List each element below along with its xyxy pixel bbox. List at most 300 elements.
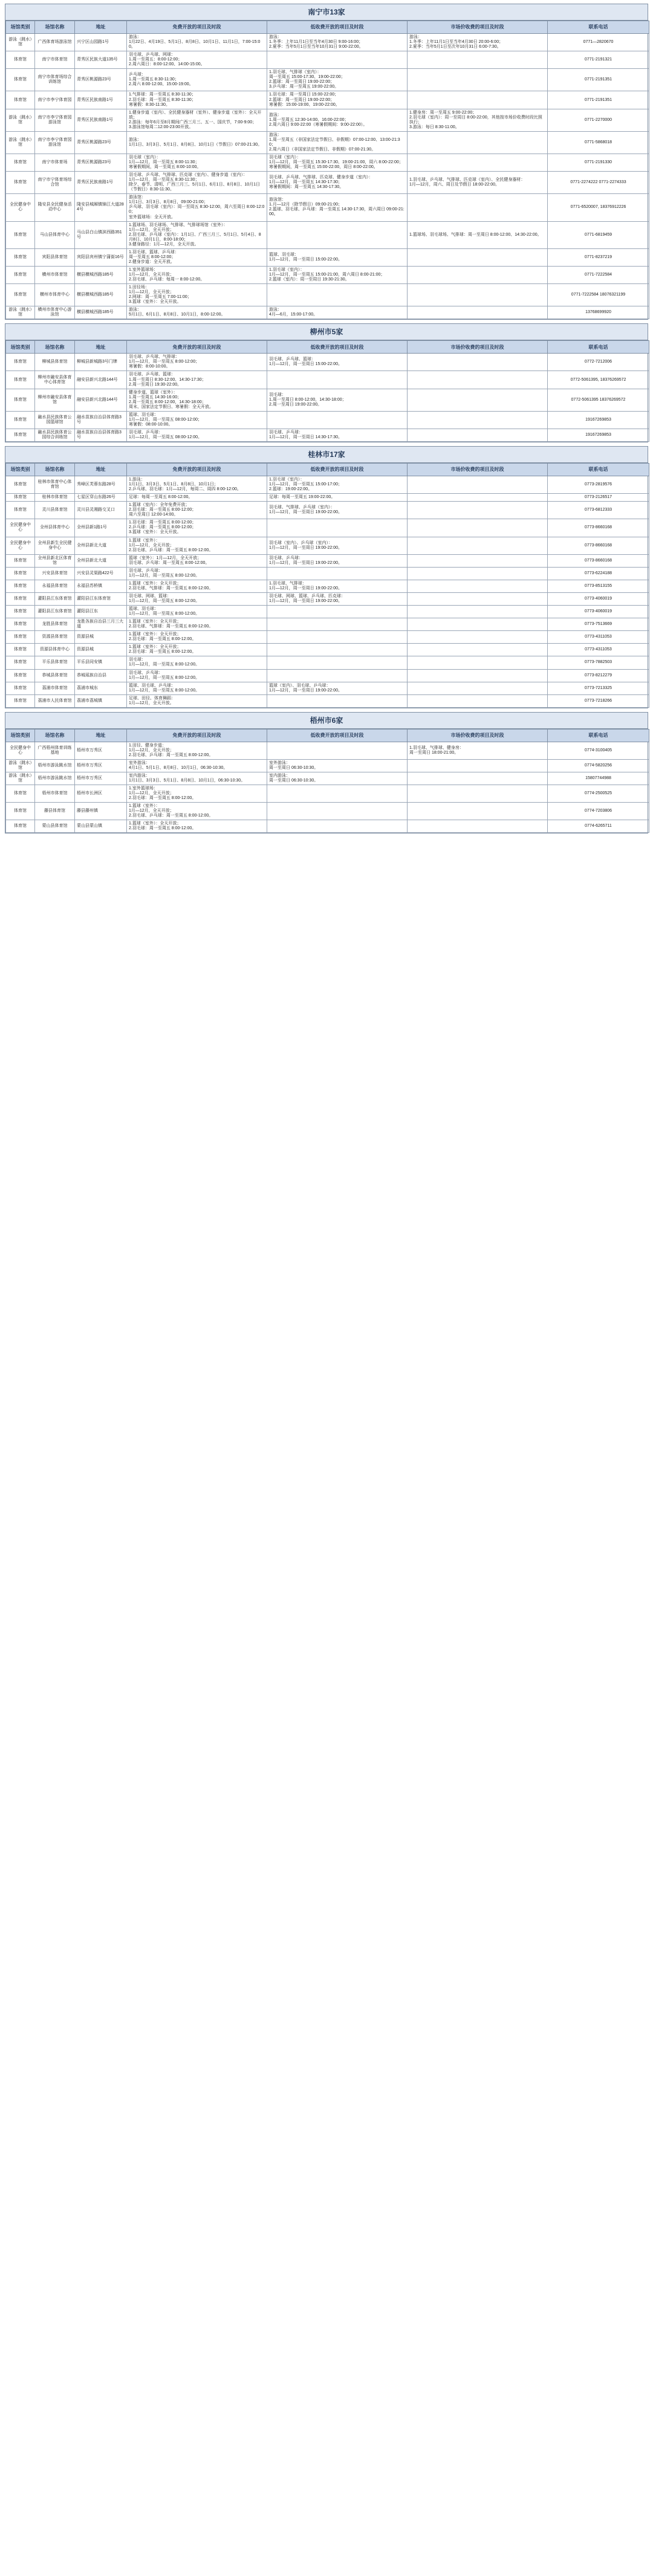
table-row [6, 306, 649, 319]
phone-cell: 0773-2819576 [548, 476, 649, 494]
table-row [6, 694, 649, 707]
venue-type-cell: 体育馆 [6, 669, 35, 682]
venue-type-cell: 体育馆 [6, 694, 35, 707]
table-row [6, 154, 649, 171]
phone-cell: 0773-7218266 [548, 694, 649, 707]
low-fee-hours-cell: 羽毛球、乒乓球： 1月—12月，周一至周日 19:00-22:00。 [267, 554, 408, 567]
table-row [6, 91, 649, 109]
venue-name-cell: 南宁市李宁体育园游泳馆 [35, 131, 75, 154]
city-section [5, 712, 648, 834]
table-row [6, 618, 649, 631]
address-cell: 柳城县新城路3号门牌 [75, 354, 127, 371]
free-hours-cell: 1.篮球（室外）： 1月—12月，全天开放； 2.羽毛球、乒乓球：周一至周五 8:00-12:00。 [127, 537, 267, 554]
address-cell: 青秀区民族大道135号 [75, 51, 127, 69]
address-cell: 恭城瑶族自治县 [75, 669, 127, 682]
phone-cell: 19167269853 [548, 411, 649, 429]
phone-cell: 0774-6265711 [548, 820, 649, 833]
free-hours-cell: 篮球、羽毛球： 1月—12月，周一至周五 08:00-12:00； 寒暑假：08:00-10:00。 [127, 411, 267, 429]
free-hours-cell: 羽毛球、乒乓球、网球： 1.周一至周五：8:00-12:00； 2.周六周日：8:00-12:00、14:00-15:00。 [127, 51, 267, 69]
venue-name-cell: 南宁市体育馆 [35, 51, 75, 69]
column-header: 低收费开放的项目及时段 [267, 464, 408, 476]
table-row [6, 803, 649, 820]
free-hours-cell: 游泳： 1月1日、3月3日、5月1日、8月8日、10月1日（节假日）07:00-21:30。 [127, 131, 267, 154]
table-row [6, 51, 649, 69]
venue-name-cell: 资源县体育中心 [35, 644, 75, 656]
column-header: 地址 [75, 729, 127, 742]
venue-name-cell: 灌阳县江东体育馆 [35, 606, 75, 618]
market-price-cell [408, 306, 548, 319]
market-price-cell [408, 429, 548, 441]
low-fee-hours-cell: 羽毛球、网球、篮球、乒乓球、匹克球： 1月—12月，周一至周日 19:00-22:00。 [267, 592, 408, 605]
address-cell: 横县横城西路185号 [75, 306, 127, 319]
venue-name-cell: 藤县体育馆 [35, 803, 75, 820]
column-header: 场馆类别 [6, 341, 35, 354]
address-cell: 横县横城西路185号 [75, 284, 127, 306]
low-fee-hours-cell: 1.羽毛球：周一至周日 15:00-22:00； 2.篮球：周一至周日 19:00-22:00； 寒暑假：15:00-19:00、19:00-22:00。 [267, 91, 408, 109]
sections-container [5, 4, 648, 833]
free-hours-cell: 1.篮球（室外）：全天开放； 2.羽毛球：周一至周五 8:00-12:00。 [127, 644, 267, 656]
venue-name-cell: 灵川县体育馆 [35, 502, 75, 519]
address-cell: 荔浦市荔城镇 [75, 694, 127, 707]
venue-type-cell: 体育馆 [6, 429, 35, 441]
venue-table [5, 729, 649, 833]
free-hours-cell: 1.篮球（室外）：全天开放； 2.羽毛球：周一至周五 8:00-12:00。 [127, 820, 267, 833]
low-fee-hours-cell: 1.羽毛球、气排球（室内）： 周一至周五 15:00-17:30、19:00-22:00； 2.篮球：周一至周日 19:00-22:00； 3.乒乓球：周一至周五 19:00-22:00。 [267, 69, 408, 91]
address-cell: 梧州市长洲区 [75, 785, 127, 803]
venue-name-cell: 融水县民族体育公园篮球馆 [35, 411, 75, 429]
venue-name-cell: 马山县体育中心 [35, 221, 75, 248]
venue-name-cell: 南宁市李宁体育园游泳馆 [35, 109, 75, 131]
market-price-cell [408, 759, 548, 772]
phone-cell: 0771-2274222 0771-2274333 [548, 172, 649, 194]
venue-type-cell: 全民健身中心 [6, 194, 35, 221]
table-header-row [6, 464, 649, 476]
venue-type-cell: 体育馆 [6, 606, 35, 618]
venue-name-cell: 恭城县体育馆 [35, 669, 75, 682]
market-price-cell [408, 266, 548, 283]
venue-type-cell: 体育馆 [6, 644, 35, 656]
table-row [6, 554, 649, 567]
free-hours-cell: 羽毛球： 1月—12月，周一至周五 8:00-12:00。 [127, 656, 267, 669]
venue-name-cell: 梧州市游泳跳水馆 [35, 759, 75, 772]
venue-type-cell: 体育馆 [6, 476, 35, 494]
venue-type-cell: 体育馆 [6, 51, 35, 69]
free-hours-cell: 游泳： 1月22日、4月19日、5月1日、8月8日、10月1日、11月1日，7:00-15:00。 [127, 34, 267, 51]
phone-cell: 0774-2500525 [548, 785, 649, 803]
market-price-cell [408, 785, 548, 803]
venue-type-cell: 体育馆 [6, 592, 35, 605]
table-row [6, 248, 649, 266]
phone-cell: 0772-7212006 [548, 354, 649, 371]
address-cell: 资源县城 [75, 631, 127, 644]
address-cell: 梧州市万秀区 [75, 759, 127, 772]
low-fee-hours-cell [267, 567, 408, 580]
market-price-cell [408, 248, 548, 266]
venue-type-cell: 体育馆 [6, 411, 35, 429]
venue-name-cell: 全州县体育中心 [35, 519, 75, 537]
venue-type-cell: 体育馆 [6, 154, 35, 171]
address-cell: 永福县苏桥镇 [75, 580, 127, 592]
venue-type-cell: 体育馆 [6, 494, 35, 502]
phone-cell: 0773-8513155 [548, 580, 649, 592]
address-cell: 龙胜各族自治县三月三大道 [75, 618, 127, 631]
market-price-cell [408, 567, 548, 580]
market-price-cell [408, 772, 548, 785]
address-cell: 兴宁区山园路1号 [75, 34, 127, 51]
low-fee-hours-cell: 游泳： 4月—6月，15:00-17:00。 [267, 306, 408, 319]
low-fee-hours-cell: 1.羽毛球（室内）： 1月—12月，周一至周五 15:00-21:00，周六周日 8:00-21:00； 2.篮球（室内）：周一至周日 19:30-21:30。 [267, 266, 408, 283]
venue-type-cell: 体育馆 [6, 69, 35, 91]
venue-name-cell: 梧州市体育馆 [35, 785, 75, 803]
venue-name-cell: 桂林市体育中心体育馆 [35, 476, 75, 494]
phone-cell: 0771-2191351 [548, 69, 649, 91]
free-hours-cell: 乒乓球： 1.周一至周五 8:30-11:30； 2.周六 8:00-12:00、15:00-19:00。 [127, 69, 267, 91]
phone-cell: 0773-4311053 [548, 644, 649, 656]
low-fee-hours-cell [267, 742, 408, 759]
phone-cell: 0773-2126517 [548, 494, 649, 502]
phone-cell: 0773-6812333 [548, 502, 649, 519]
low-fee-hours-cell: 游泳： 1.周一至周五 12:30-14:00、16:00-22:00； 2.周六周日 9:00-22:00（寒暑假期间：9:00-22:00）。 [267, 109, 408, 131]
table-row [6, 537, 649, 554]
venue-type-cell: 体育馆 [6, 567, 35, 580]
market-price-cell [408, 519, 548, 537]
venue-type-cell: 体育馆 [6, 354, 35, 371]
venue-name-cell: 全州县新北区体育馆 [35, 554, 75, 567]
venue-name-cell: 隆安县全民健身活动中心 [35, 194, 75, 221]
phone-cell: 0773-8660168 [548, 519, 649, 537]
market-price-cell [408, 411, 548, 429]
market-price-cell [408, 592, 548, 605]
venue-type-cell: 游泳（跳水）馆 [6, 131, 35, 154]
free-hours-cell: 1.篮球（室外）：全天开放； 2.羽毛球：周一至周五 8:00-12:00。 [127, 631, 267, 644]
address-cell: 全州县新北大道 [75, 537, 127, 554]
phone-cell: 0771-2191321 [548, 51, 649, 69]
low-fee-hours-cell: 羽毛球、气排球、乒乓球（室内）： 1月—12月，周一至周日 19:00-22:00。 [267, 502, 408, 519]
market-price-cell [408, 194, 548, 221]
column-header: 市场价收费的项目及时段 [408, 464, 548, 476]
free-hours-cell: 1.篮球场、羽毛球场、气排球、气排球场馆（室外）： 1月—12月，全天开放； 2.羽毛球、乒乓球（室内）：1月1日、广西三月三、5月1日、5月4日、8月8日、10月1日，8:00-18:00； 3.健身路径：1月—12月，全天开放。 [127, 221, 267, 248]
low-fee-hours-cell: 室内游泳： 周一至周日 06:30-10:30。 [267, 772, 408, 785]
low-fee-hours-cell [267, 820, 408, 833]
venue-type-cell: 全民健身中心 [6, 519, 35, 537]
market-price-cell: 游泳： 1.冬季：上年11月1日至当年4月30日 20:00-6:00； 2.夏季：当年5月1日至次年10月31日 6:00-7:30。 [408, 34, 548, 51]
column-header: 地址 [75, 21, 127, 34]
table-row [6, 682, 649, 694]
table-row [6, 69, 649, 91]
table-row [6, 389, 649, 411]
low-fee-hours-cell [267, 656, 408, 669]
address-cell: 梧州市万秀区 [75, 742, 127, 759]
market-price-cell [408, 371, 548, 389]
low-fee-hours-cell: 羽毛球（室内）、乒乓球（室内）： 1月—12月，周一至周日 19:00-22:00。 [267, 537, 408, 554]
market-price-cell [408, 631, 548, 644]
market-price-cell [408, 354, 548, 371]
address-cell: 青秀区桃源路23号 [75, 69, 127, 91]
low-fee-hours-cell [267, 221, 408, 248]
column-header: 免费开放的项目及时段 [127, 341, 267, 354]
market-price-cell [408, 644, 548, 656]
address-cell: 融安县新兴北路144号 [75, 389, 127, 411]
table-row [6, 476, 649, 494]
venue-type-cell: 体育馆 [6, 172, 35, 194]
venue-table [5, 463, 649, 708]
address-cell: 灵川县灵湘路交叉口 [75, 502, 127, 519]
free-hours-cell: 羽毛球（室内）： 1月—12月，周一至周五 8:00-11:30； 寒暑假期间，周一至周五 8:00-10:00。 [127, 154, 267, 171]
market-price-cell [408, 51, 548, 69]
section-title: 南宁市13家 [5, 4, 648, 21]
free-hours-cell: 篮球、羽毛球、乒乓球： 1月—12月，周一至周五 8:00-12:00。 [127, 682, 267, 694]
low-fee-hours-cell: 1.羽毛球、气排球： 1月—12月，周一至周日 19:00-22:00。 [267, 580, 408, 592]
column-header: 场馆类别 [6, 21, 35, 34]
column-header: 场馆名称 [35, 729, 75, 742]
address-cell: 青秀区民族南路1号 [75, 109, 127, 131]
address-cell: 藤县藤州镇 [75, 803, 127, 820]
phone-cell: 0771-7222584 18076321199 [548, 284, 649, 306]
table-header-row [6, 341, 649, 354]
low-fee-hours-cell: 羽毛球、乒乓球： 1月—12月，周一至周日 14:30-17:30。 [267, 429, 408, 441]
free-hours-cell: 1.田径、健身步道： 1月—12月，全天开放； 2.羽毛球、乒乓球：周一至周五 8:00-12:00。 [127, 742, 267, 759]
market-price-cell [408, 694, 548, 707]
market-price-cell [408, 554, 548, 567]
free-hours-cell: 1.气排球：周一至周五 8:30-11:30； 2.羽毛球：周一至周五 8:30-11:30； 寒暑假：8:30-11:30。 [127, 91, 267, 109]
low-fee-hours-cell [267, 519, 408, 537]
venue-name-cell: 梧州市游泳跳水馆 [35, 772, 75, 785]
free-hours-cell: 1.健身步道（室内）、全民健身器材（室外）、健身步道（室外）：全天开放； 2.游泳：每年6月至8月期间广西三月三、五一、国庆节，7:00-9:00； 3.游泳馆每周二12:00-23:00开放。 [127, 109, 267, 131]
low-fee-hours-cell [267, 618, 408, 631]
address-cell: 七星区穿山东路26号 [75, 494, 127, 502]
free-hours-cell: 1.田径场： 1月—12月，全天开放； 2.网球：周一至周五 7:00-11:00； 3.篮球（室外）：全天开放。 [127, 284, 267, 306]
column-header: 地址 [75, 464, 127, 476]
section-title: 柳州市5家 [5, 324, 648, 340]
table-header-row [6, 21, 649, 34]
address-cell: 隆安县城厢镇锦江大道284号 [75, 194, 127, 221]
phone-cell: 0773-8660168 [548, 554, 649, 567]
city-section [5, 446, 648, 708]
low-fee-hours-cell: 羽毛球（室内）： 1月—12月，周一至周五 15:30-17:30、19:00-21:00，周六 8:00-22:00； 寒暑假期间，周一至周五 15:00-22:00，周日 8:00-22:00。 [267, 154, 408, 171]
low-fee-hours-cell [267, 411, 408, 429]
address-cell: 青秀区民族南路1号 [75, 172, 127, 194]
table-row [6, 772, 649, 785]
market-price-cell [408, 69, 548, 91]
venue-name-cell: 永福县体育馆 [35, 580, 75, 592]
venue-listing-page [5, 0, 648, 833]
table-row [6, 109, 649, 131]
table-row [6, 580, 649, 592]
low-fee-hours-cell: 篮球、羽毛球： 1月—12月，周一至周日 15:00-22:00。 [267, 248, 408, 266]
column-header: 低收费开放的项目及时段 [267, 21, 408, 34]
free-hours-cell: 羽毛球、乒乓球： 1月—12月，周一至周五 8:00-12:00。 [127, 567, 267, 580]
free-hours-cell: 室外游泳： 4月1日、5月1日、8月8日、10月1日，06:30-10:30。 [127, 759, 267, 772]
address-cell: 兴安县灵渠路422号 [75, 567, 127, 580]
table-header-row [6, 729, 649, 742]
venue-type-cell: 体育馆 [6, 682, 35, 694]
column-header: 联系电话 [548, 464, 649, 476]
market-price-cell: 1.羽毛球、气排球、健身房： 周一至周日 18:00-21:00。 [408, 742, 548, 759]
phone-cell: 0773-8660168 [548, 537, 649, 554]
venue-name-cell: 荔浦市体育馆 [35, 682, 75, 694]
address-cell: 横县横城西路185号 [75, 266, 127, 283]
table-row [6, 631, 649, 644]
table-row [6, 742, 649, 759]
venue-name-cell: 宾阳县体育馆 [35, 248, 75, 266]
table-row [6, 820, 649, 833]
column-header: 场馆名称 [35, 341, 75, 354]
table-row [6, 34, 649, 51]
address-cell: 青秀区民族南路1号 [75, 91, 127, 109]
low-fee-hours-cell [267, 803, 408, 820]
phone-cell: 0773-4060019 [548, 592, 649, 605]
low-fee-hours-cell [267, 644, 408, 656]
phone-cell: 0773-7882503 [548, 656, 649, 669]
venue-name-cell: 横州市体育中心游泳馆 [35, 306, 75, 319]
phone-cell: 0771-2191351 [548, 91, 649, 109]
free-hours-cell: 1.羽毛球：周一至周五 8:00-12:00； 2.乒乓球：周一至周五 8:00-12:00； 3.篮球（室外）：全天开放。 [127, 519, 267, 537]
market-price-cell [408, 803, 548, 820]
market-price-cell [408, 284, 548, 306]
table-row [6, 656, 649, 669]
venue-type-cell: 游泳（跳水）馆 [6, 306, 35, 319]
phone-cell: 0771-6819459 [548, 221, 649, 248]
table-row [6, 759, 649, 772]
market-price-cell [408, 154, 548, 171]
table-row [6, 411, 649, 429]
table-row [6, 172, 649, 194]
address-cell: 全州县新北大道 [75, 554, 127, 567]
phone-cell: 0773-6224188 [548, 567, 649, 580]
free-hours-cell: 篮球（室外）：1月—12月，全天开放； 羽毛球、乒乓球：周一至周五 8:00-12:00。 [127, 554, 267, 567]
phone-cell: 19167269853 [548, 429, 649, 441]
venue-name-cell: 平乐县体育馆 [35, 656, 75, 669]
address-cell: 资源县城 [75, 644, 127, 656]
phone-cell: 0771-6520007, 18376912226 [548, 194, 649, 221]
market-price-cell [408, 580, 548, 592]
market-price-cell [408, 537, 548, 554]
section-title: 桂林市17家 [5, 447, 648, 463]
city-section [5, 4, 648, 320]
table-row [6, 131, 649, 154]
column-header: 联系电话 [548, 21, 649, 34]
phone-cell: 0771-8237219 [548, 248, 649, 266]
venue-name-cell: 灌阳县江东体育馆 [35, 592, 75, 605]
low-fee-hours-cell [267, 694, 408, 707]
venue-name-cell: 全州县新生全民健身中心 [35, 537, 75, 554]
table-row [6, 669, 649, 682]
column-header: 场馆名称 [35, 21, 75, 34]
phone-cell: 0774-7203806 [548, 803, 649, 820]
low-fee-hours-cell: 游泳馆： 1.月—12月（除节假日）09:00-21:00； 2.篮球、羽毛球、乒乓球：周一至周五 14:30-17:30，周六周日 09:00-21:00。 [267, 194, 408, 221]
phone-cell: 0772-5061395, 18376269572 [548, 371, 649, 389]
venue-name-cell: 柳城县体育馆 [35, 354, 75, 371]
market-price-cell: 1.健身房：周一至周五 9:00-22:00； 2.羽毛球（室内）：周一至周日 8:00-22:00，其他按市场价收费时段比照执行； 3.游泳：每日 8:30-11:00。 [408, 109, 548, 131]
column-header: 低收费开放的项目及时段 [267, 729, 408, 742]
venue-name-cell: 横州市体育馆 [35, 266, 75, 283]
venue-type-cell: 体育馆 [6, 502, 35, 519]
venue-type-cell: 体育馆 [6, 580, 35, 592]
market-price-cell [408, 476, 548, 494]
venue-type-cell: 体育馆 [6, 389, 35, 411]
market-price-cell [408, 502, 548, 519]
address-cell: 梧州市万秀区 [75, 772, 127, 785]
address-cell: 全州县新1路1号 [75, 519, 127, 537]
venue-type-cell: 体育馆 [6, 91, 35, 109]
low-fee-hours-cell: 游泳： 1.周一至周五（非国家法定节假日、非假期）07:00-12:00、13:00-21:30； 2.周六周日（非国家法定节假日、非假期）07:00-21:30。 [267, 131, 408, 154]
city-section [5, 323, 648, 442]
venue-type-cell: 游泳（跳水）馆 [6, 759, 35, 772]
low-fee-hours-cell: 室外游泳： 周一至周日 06:30-10:30。 [267, 759, 408, 772]
free-hours-cell: 1.篮球（室外）：全天开放； 2.羽毛球、气排球：周一至周五 8:00-12:00。 [127, 580, 267, 592]
free-hours-cell: 羽毛球、乒乓球、篮球： 1.周一至周日 8:30-12:00、14:30-17:30； 2.周一至周日 19:30-22:00。 [127, 371, 267, 389]
column-header: 场馆名称 [35, 464, 75, 476]
venue-type-cell: 体育馆 [6, 554, 35, 567]
venue-name-cell: 横州市体育中心 [35, 284, 75, 306]
venue-type-cell: 体育馆 [6, 284, 35, 306]
low-fee-hours-cell: 羽毛球： 1.周一至周日 8:00-12:00，14:30-18:00； 2.周一至周日 19:00-22:00。 [267, 389, 408, 411]
column-header: 联系电话 [548, 729, 649, 742]
table-row [6, 567, 649, 580]
table-row [6, 494, 649, 502]
free-hours-cell: 羽毛球、乒乓球： 1月—12月，周一至周五 8:00-12:00。 [127, 669, 267, 682]
low-fee-hours-cell [267, 51, 408, 69]
venue-type-cell: 游泳（跳水）馆 [6, 109, 35, 131]
section-title: 梧州市6家 [5, 713, 648, 729]
table-row [6, 592, 649, 605]
table-row [6, 371, 649, 389]
venue-name-cell: 资源县体育馆 [35, 631, 75, 644]
address-cell: 平乐县同安镇 [75, 656, 127, 669]
market-price-cell [408, 656, 548, 669]
low-fee-hours-cell [267, 371, 408, 389]
free-hours-cell: 游泳： 5月1日、6月1日、8月8日、10月1日，8:00-12:00。 [127, 306, 267, 319]
market-price-cell [408, 606, 548, 618]
low-fee-hours-cell [267, 631, 408, 644]
phone-cell: 0773-8212279 [548, 669, 649, 682]
address-cell: 宾阳县宾州镇宁蒲街16号 [75, 248, 127, 266]
phone-cell: 13768699920 [548, 306, 649, 319]
phone-cell: 0771-5868018 [548, 131, 649, 154]
free-hours-cell: 1.羽毛球、篮球、乒乓球： 周一至周五 8:00-12:00； 2.健身步道：全天开放。 [127, 248, 267, 266]
address-cell: 融安县新兴北路144号 [75, 371, 127, 389]
free-hours-cell: 羽毛球、乒乓球、气排球： 1月—12月，周一至周五 8:00-12:00； 寒暑假：8:00-10:00。 [127, 354, 267, 371]
low-fee-hours-cell: 羽毛球、乒乓球、篮球： 1月—12月，周一至周日 15:00-22:00。 [267, 354, 408, 371]
venue-type-cell: 体育馆 [6, 371, 35, 389]
phone-cell: 0774-3100405 [548, 742, 649, 759]
phone-cell: 0771-2270000 [548, 109, 649, 131]
venue-type-cell: 全民健身中心 [6, 742, 35, 759]
low-fee-hours-cell: 足球：每周一至周五 19:00-22:00。 [267, 494, 408, 502]
venue-name-cell: 南宁市体育场 [35, 154, 75, 171]
venue-name-cell: 龙胜县体育馆 [35, 618, 75, 631]
column-header: 场馆类别 [6, 464, 35, 476]
low-fee-hours-cell [267, 669, 408, 682]
free-hours-cell: 1.篮球（室内）：全年免费开放； 2.羽毛球：周一至周五 8:00-12:00； 周六至周日 12:00-14:00。 [127, 502, 267, 519]
low-fee-hours-cell [267, 606, 408, 618]
market-price-cell: 1.篮球场、羽毛球场、气排球：周一至周日 8:00-12:00、14:30-22:00。 [408, 221, 548, 248]
venue-type-cell: 体育馆 [6, 248, 35, 266]
free-hours-cell: 足球、田径、体育舞蹈： 1月—12月，全天开放。 [127, 694, 267, 707]
low-fee-hours-cell [267, 284, 408, 306]
table-row [6, 266, 649, 283]
market-price-cell [408, 820, 548, 833]
venue-table [5, 21, 649, 319]
market-price-cell [408, 494, 548, 502]
venue-name-cell: 荔浦市人民体育馆 [35, 694, 75, 707]
table-row [6, 221, 649, 248]
venue-type-cell: 体育馆 [6, 785, 35, 803]
low-fee-hours-cell: 1.羽毛球（室内）： 1月—12月，周一至周五 15:00-17:00； 2.篮球：19:00-22:00。 [267, 476, 408, 494]
venue-name-cell: 南宁市宁体育场综合馆 [35, 172, 75, 194]
table-row [6, 502, 649, 519]
column-header: 市场价收费的项目及时段 [408, 729, 548, 742]
